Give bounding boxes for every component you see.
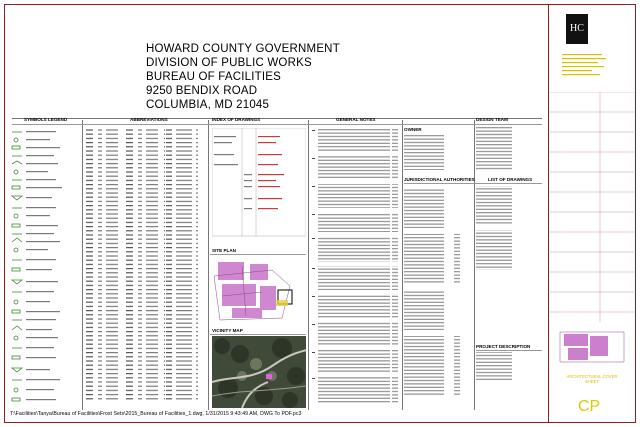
abbreviations-graphic <box>86 128 206 408</box>
col-divider-1 <box>82 120 83 410</box>
general-notes-title: GENERAL NOTES <box>336 117 376 122</box>
header-line-3: BUREAU OF FACILITIES <box>146 71 281 83</box>
sheet-code: CP <box>578 398 601 415</box>
col-divider-3 <box>308 120 309 410</box>
header-block <box>146 42 340 112</box>
vicinity-map-image <box>212 336 306 408</box>
header-line-4: 9250 BENDIX ROAD <box>146 85 258 97</box>
symbols-legend-graphic <box>10 128 80 408</box>
index-of-drawings-title: INDEX OF DRAWINGS <box>212 117 261 122</box>
col-divider-4 <box>402 120 403 410</box>
vicinity-map-graphic <box>212 336 306 408</box>
owner-title: OWNER <box>404 127 422 132</box>
header-line-2: DIVISION OF PUBLIC WORKS <box>146 57 312 69</box>
general-notes-body <box>312 128 400 408</box>
symbols-legend <box>10 128 80 408</box>
main-header-rule <box>12 118 542 119</box>
county-logo-text: HC <box>570 23 584 34</box>
vicinity-map-title: VICINITY MAP <box>212 328 243 333</box>
owner-authorities-graphic <box>404 134 472 408</box>
design-team-graphic <box>476 126 542 406</box>
title-block <box>550 6 634 421</box>
header-line-1: HOWARD COUNTY GOVERNMENT <box>146 43 340 55</box>
title-block-divider <box>548 4 549 423</box>
design-team-title: DESIGN TEAM <box>476 117 508 122</box>
revision-grid <box>550 92 634 322</box>
site-plan-drawing <box>212 256 306 324</box>
header-line-5: COLUMBIA, MD 21045 <box>146 99 270 111</box>
list-of-drawings-title: LIST OF DRAWINGS <box>488 177 533 182</box>
owner-and-authorities-body <box>404 134 472 408</box>
title-block-notes-graphic <box>562 52 632 88</box>
index-of-drawings-table <box>212 128 306 238</box>
col-divider-5 <box>474 120 475 410</box>
site-plan-graphic <box>212 256 306 324</box>
site-plan-title: SITE PLAN <box>212 248 236 253</box>
sheet-label: ARCHITECTURAL COVER SHEET <box>566 374 618 384</box>
abbreviations-table <box>86 128 206 408</box>
index-of-drawings-graphic <box>212 128 306 238</box>
county-logo <box>566 14 588 44</box>
key-plan <box>558 330 628 364</box>
section-underline <box>12 124 542 125</box>
section-underline <box>210 334 306 335</box>
symbols-legend-title: SYMBOLS LEGEND <box>24 117 68 122</box>
project-description-title: PROJECT DESCRIPTION <box>476 344 531 349</box>
general-notes-graphic <box>312 128 400 408</box>
section-underline <box>210 254 306 255</box>
design-team-body <box>476 126 542 406</box>
col-divider-2 <box>208 120 209 410</box>
footer-file-path: T:\Facilities\Tanya\Bureau of Facilities\Frost Sets\2015_Bureau of Facilities_1.dwg, 1/31/2015 9:43:49 AM, DWG To PDF.pc3 <box>10 411 302 417</box>
abbreviations-title: ABBREVIATIONS <box>130 117 168 122</box>
jurisdictional-authorities-title: JURISDICTIONAL AUTHORITIES <box>404 177 475 182</box>
